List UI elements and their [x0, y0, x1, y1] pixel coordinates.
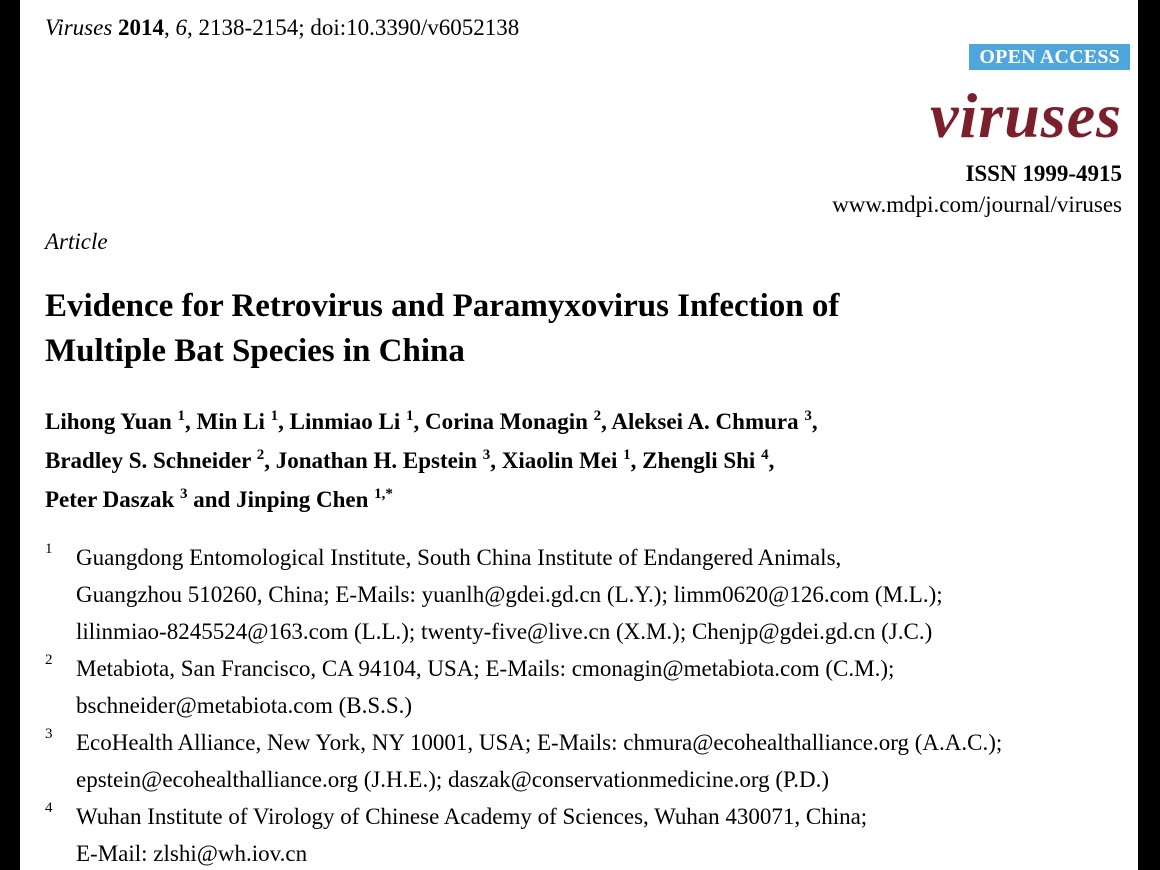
journal-logo: viruses [930, 80, 1122, 151]
author-affiliation: 1,* [374, 486, 393, 502]
affiliation-2 [45, 650, 1135, 724]
author-name: Jonathan H. Epstein [275, 448, 478, 473]
author-separator: , [768, 448, 775, 473]
affiliation-text [76, 650, 1135, 724]
author-name: Jinping Chen [236, 487, 369, 512]
page-range: 2138-2154 [198, 15, 299, 40]
journal-name: Viruses [45, 15, 113, 40]
affiliation-line: lilinmiao-8245524@163.com (L.L.); twenty-five@live.cn (X.M.); Chenjp@gdei.gd.cn (J.C.) [76, 619, 933, 644]
publication-year: 2014 [118, 15, 165, 40]
author-separator: , [490, 448, 502, 473]
author-line [45, 480, 1125, 519]
journal-url[interactable]: www.mdpi.com/journal/viruses [832, 192, 1122, 217]
affiliation-line: Wuhan Institute of Virology of Chinese Academy of Sciences, Wuhan 430071, China; [76, 804, 868, 829]
issn: ISSN 1999-4915 [965, 161, 1122, 186]
author-line [45, 402, 1125, 441]
affiliation-3 [45, 724, 1135, 798]
author-line [45, 441, 1125, 480]
title-line: Evidence for Retrovirus and Paramyxovirus Infection of [45, 288, 840, 324]
author-name: Xiaolin Mei [501, 448, 618, 473]
author-name: Bradley S. Schneider [45, 448, 251, 473]
citation-line: Viruses 2014, 6, 2138-2154; doi:10.3390/v6052138 [45, 15, 520, 40]
open-access-badge: OPEN ACCESS [969, 44, 1130, 70]
author-affiliation: 1 [270, 408, 279, 424]
author-separator: , [413, 409, 425, 434]
affiliation-number: 4 [45, 800, 53, 816]
author-affiliation: 2 [256, 447, 265, 463]
affiliation-1 [45, 539, 1135, 650]
affiliation-text [76, 798, 1135, 870]
affiliation-4 [45, 798, 1135, 870]
affiliation-text [76, 539, 1135, 650]
author-affiliation: 3 [804, 408, 812, 424]
author-affiliation: 3 [482, 447, 491, 463]
author-name: Lihong Yuan [45, 409, 172, 434]
affiliation-number: 3 [45, 726, 53, 742]
author-name: Zhengli Shi [642, 448, 756, 473]
volume-number: 6 [175, 15, 188, 40]
author-separator: , [601, 409, 612, 434]
author-separator: , [278, 409, 290, 434]
affiliation-line: Guangzhou 510260, China; E-Mails: yuanlh@gdei.gd.cn (L.Y.); limm0620@126.com (M.L.); [76, 582, 943, 607]
author-name: Peter Daszak [45, 487, 175, 512]
author-separator: , [185, 409, 197, 434]
author-affiliation: 1 [405, 408, 414, 424]
affiliation-line: EcoHealth Alliance, New York, NY 10001, USA; E-Mails: chmura@ecohealthalliance.org (A.A.C.); [76, 730, 1003, 755]
author-affiliation: 3 [179, 486, 188, 502]
author-name: Aleksei A. Chmura [611, 409, 799, 434]
affiliation-text [76, 724, 1135, 798]
article-type: Article [45, 229, 108, 254]
author-separator: and [187, 487, 237, 512]
author-name: Corina Monagin [424, 409, 588, 434]
author-affiliation: 2 [593, 408, 602, 424]
author-separator: , [630, 448, 643, 473]
paper-title [45, 284, 1105, 374]
affiliation-line: bschneider@metabiota.com (B.S.S.) [76, 693, 413, 718]
title-line: Multiple Bat Species in China [45, 333, 465, 369]
affiliation-line: E-Mail: zlshi@wh.iov.cn [76, 841, 308, 866]
affiliation-number: 1 [45, 541, 53, 557]
affiliation-line: epstein@ecohealthalliance.org (J.H.E.); daszak@conservationmedicine.org (P.D.) [76, 767, 829, 792]
author-name: Min Li [196, 409, 265, 434]
author-affiliation: 1 [177, 408, 186, 424]
author-affiliation: 4 [761, 447, 769, 463]
author-name: Linmiao Li [289, 409, 401, 434]
affiliation-line: Guangdong Entomological Institute, South China Institute of Endangered Animals, [76, 545, 842, 570]
author-separator: , [264, 448, 276, 473]
paper-page [20, 0, 1138, 870]
author-list [45, 402, 1125, 519]
affiliation-number: 2 [45, 652, 53, 668]
affiliation-line: Metabiota, San Francisco, CA 94104, USA; E-Mails: cmonagin@metabiota.com (C.M.); [76, 656, 895, 681]
doi: doi:10.3390/v6052138 [310, 15, 520, 40]
author-separator: , [811, 409, 818, 434]
author-affiliation: 1 [623, 447, 631, 463]
